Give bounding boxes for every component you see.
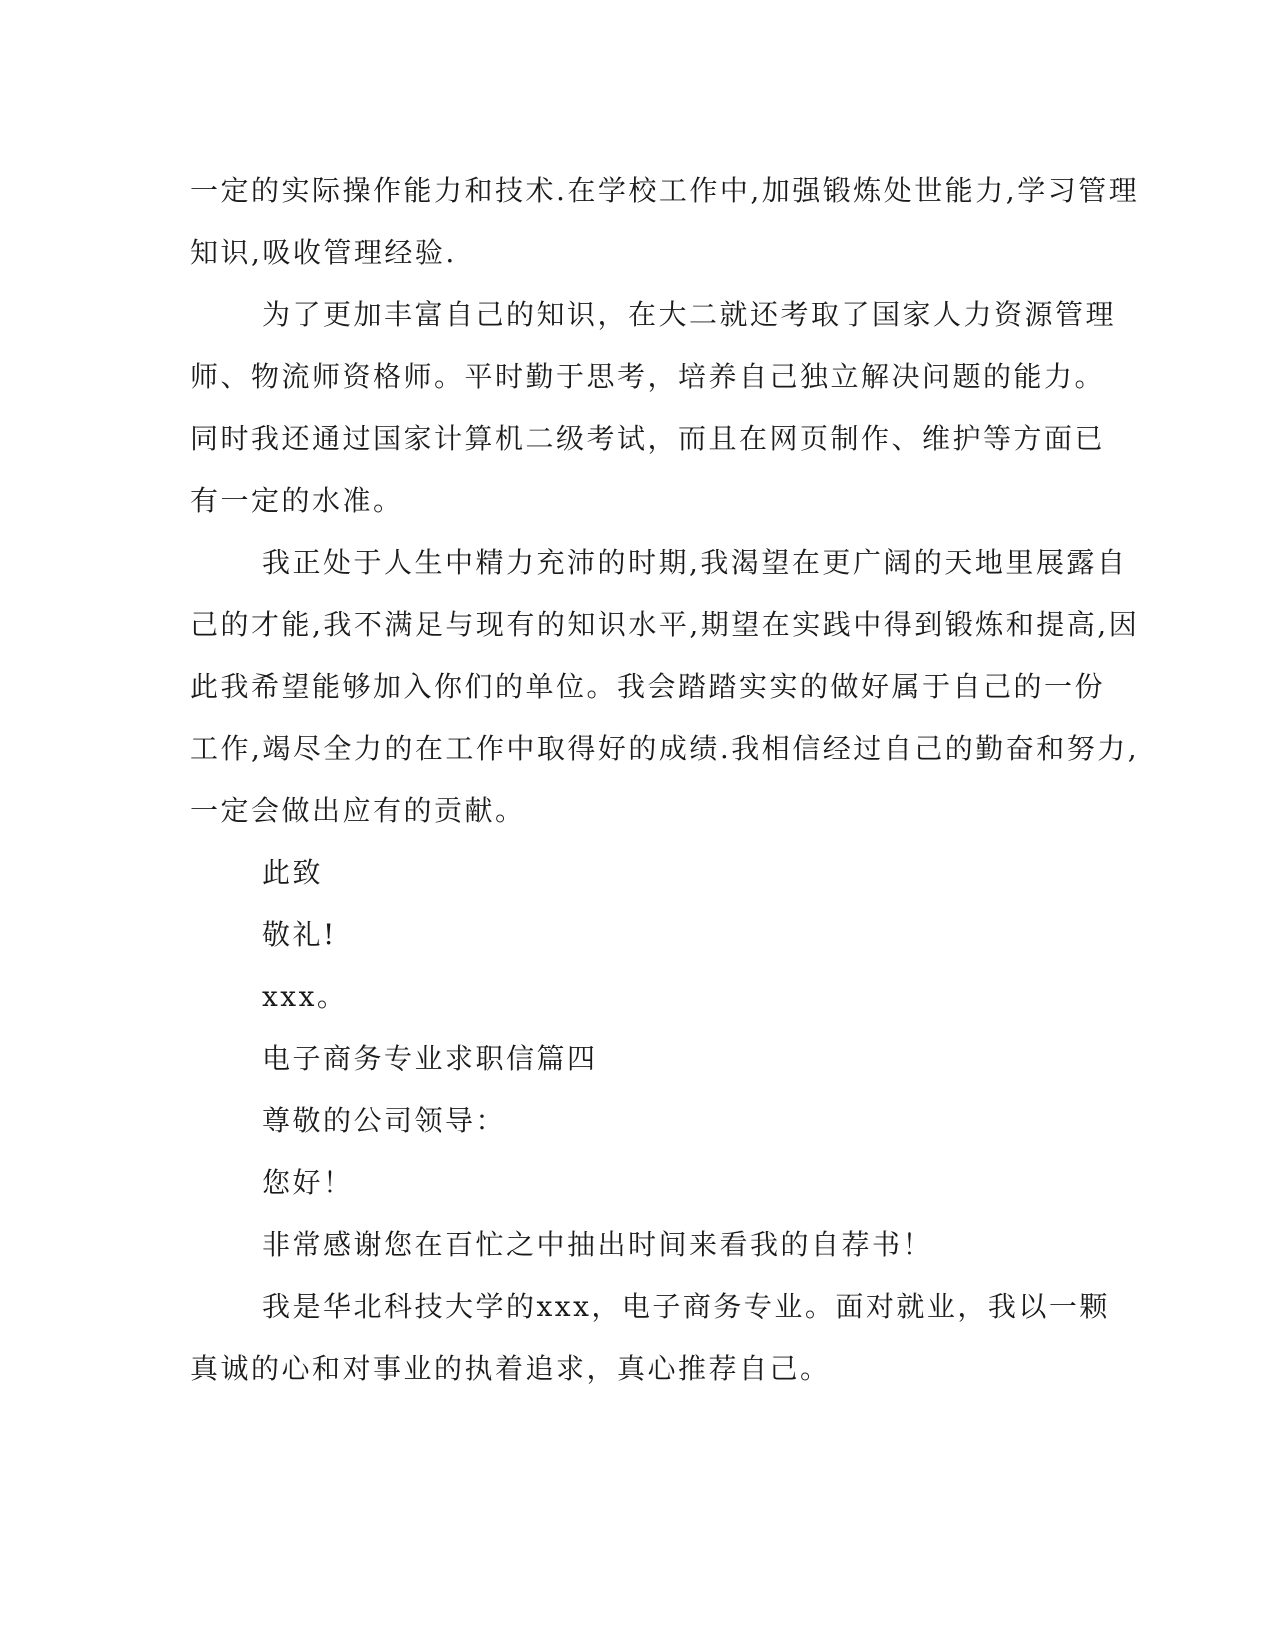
text-line: 己的才能,我不满足与现有的知识水平,期望在实践中得到锻炼和提高,因 [190, 608, 1140, 641]
document-body [190, 160, 1140, 1400]
paragraph-certificates [190, 284, 1117, 532]
text-line: 有一定的水准。 [190, 484, 404, 517]
text-line: 师、物流师资格师。平时勤于思考，培养自己独立解决问题的能力。 [190, 360, 1106, 393]
text-line: 我是华北科技大学的xxx，电子商务专业。面对就业，我以一颗 [262, 1290, 1110, 1323]
closing-salutation [190, 842, 1080, 904]
text-line: 我正处于人生中精力充沛的时期,我渴望在更广阔的天地里展露自 [262, 546, 1128, 579]
text-line: 此致 [262, 856, 324, 889]
text-line: xxx。 [262, 980, 348, 1013]
text-line: 为了更加丰富自己的知识，在大二就还考取了国家人力资源管理 [262, 298, 1117, 331]
greeting-hello [190, 1152, 1080, 1214]
text-line: 此我希望能够加入你们的单位。我会踏踏实实的做好属于自己的一份 [190, 670, 1106, 703]
text-line: 一定的实际操作能力和技术.在学校工作中,加强锻炼处世能力,学习管理 [190, 174, 1140, 207]
closing-regards [190, 904, 1080, 966]
paragraph-thanks [190, 1214, 1080, 1276]
paragraph-aspiration [190, 532, 1140, 842]
paragraph-introduction [190, 1276, 1110, 1400]
text-line: 同时我还通过国家计算机二级考试，而且在网页制作、维护等方面已 [190, 422, 1106, 455]
text-line: 尊敬的公司领导： [262, 1104, 507, 1137]
signature [190, 966, 1080, 1028]
paragraph-skills-continued [190, 160, 1140, 284]
text-line: 敬礼! [262, 918, 337, 951]
text-line: 真诚的心和对事业的执着追求，真心推荐自己。 [190, 1352, 831, 1385]
text-line: 工作,竭尽全力的在工作中取得好的成绩.我相信经过自己的勤奋和努力, [190, 732, 1140, 765]
section-heading [190, 1028, 1080, 1090]
greeting-addressee [190, 1090, 1080, 1152]
text-line: 一定会做出应有的贡献。 [190, 794, 526, 827]
text-line: 知识,吸收管理经验. [190, 236, 457, 269]
text-line: 电子商务专业求职信篇四 [262, 1042, 598, 1075]
text-line: 非常感谢您在百忙之中抽出时间来看我的自荐书！ [262, 1228, 934, 1261]
text-line: 您好！ [262, 1166, 354, 1199]
